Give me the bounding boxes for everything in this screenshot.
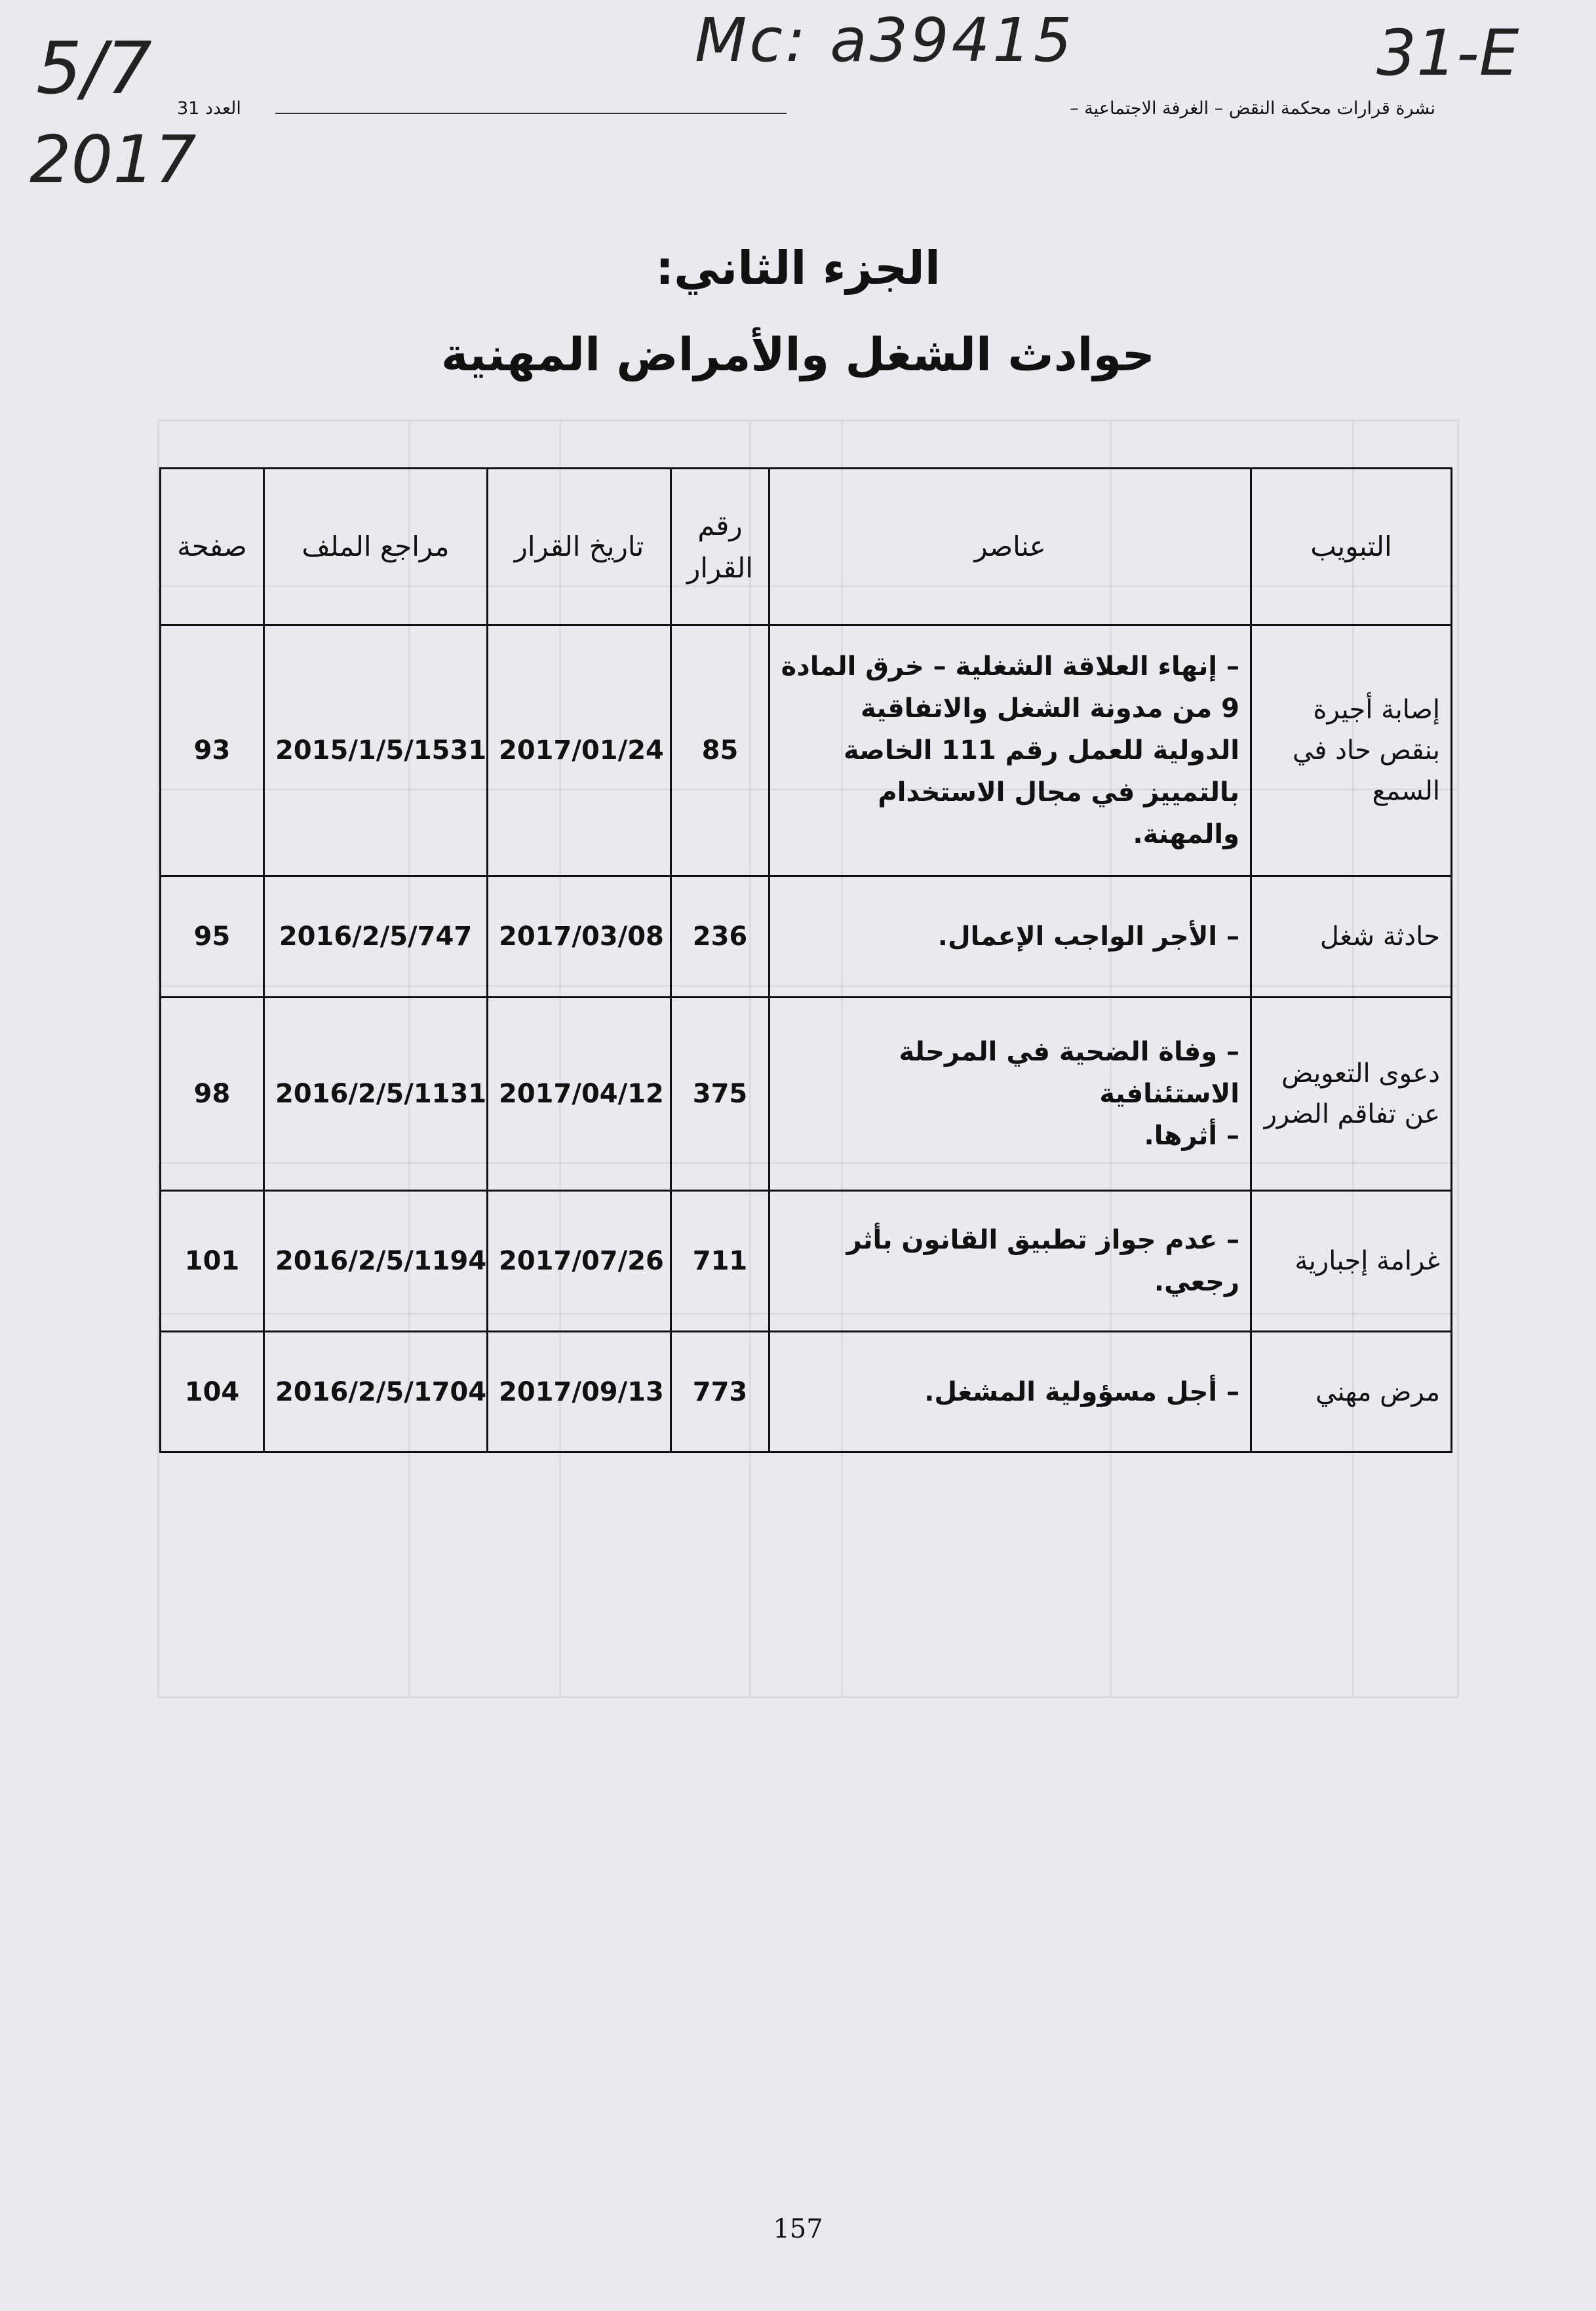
row-classification: حادثة شغل bbox=[1251, 876, 1452, 998]
header-page: صفحة bbox=[161, 469, 264, 625]
row-classification: إصابة أجيرة بنقص حاد في السمع bbox=[1251, 625, 1452, 876]
header-classification: التبويب bbox=[1251, 469, 1452, 625]
row-decision-number: 711 bbox=[671, 1191, 769, 1332]
row-elements bbox=[769, 1191, 1251, 1332]
header-elements: عناصر bbox=[769, 469, 1251, 625]
table-header-row bbox=[161, 469, 1452, 625]
element-line: – عدم جواز تطبيق القانون بأثر رجعي. bbox=[846, 1225, 1239, 1297]
table-row bbox=[161, 998, 1452, 1191]
row-elements bbox=[769, 1332, 1251, 1452]
issue-number: العدد 31 bbox=[177, 98, 241, 119]
row-decision-number: 375 bbox=[671, 998, 769, 1191]
header-rule bbox=[275, 113, 787, 114]
element-line: – إنهاء العلاقة الشغلية – خرق المادة 9 من مدونة الشغل والاتفاقية الدولية للعمل رقم 111 الخاصة بالتمييز في مجال الاستخدام والمهنة. bbox=[781, 651, 1239, 849]
element-line: – أثرها. bbox=[1144, 1121, 1239, 1151]
row-file-reference: 2016/2/5/747 bbox=[264, 876, 488, 998]
row-decision-number: 236 bbox=[671, 876, 769, 998]
row-decision-number: 773 bbox=[671, 1332, 769, 1452]
handwritten-year: 2017 bbox=[29, 121, 197, 198]
row-elements bbox=[769, 625, 1251, 876]
row-decision-date: 2017/03/08 bbox=[488, 876, 671, 998]
header-decision-date: تاريخ القرار bbox=[488, 469, 671, 625]
row-classification: دعوى التعويض عن تفاقم الضرر bbox=[1251, 998, 1452, 1191]
row-file-reference: 2016/2/5/1194 bbox=[264, 1191, 488, 1332]
row-file-reference: 2016/2/5/1131 bbox=[264, 998, 488, 1191]
row-page: 93 bbox=[161, 625, 264, 876]
element-line: – أجل مسؤولية المشغل. bbox=[924, 1376, 1239, 1407]
publication-name: نشرة قرارات محكمة النقض – الغرفة الاجتماعية – bbox=[1070, 98, 1435, 119]
row-decision-date: 2017/04/12 bbox=[488, 998, 671, 1191]
running-header bbox=[177, 98, 1435, 131]
row-file-reference: 2016/2/5/1704 bbox=[264, 1332, 488, 1452]
row-decision-date: 2017/07/26 bbox=[488, 1191, 671, 1332]
row-elements bbox=[769, 998, 1251, 1191]
decisions-table bbox=[159, 467, 1452, 1453]
handwritten-fraction: 5/7 bbox=[36, 26, 153, 110]
row-classification: غرامة إجبارية bbox=[1251, 1191, 1452, 1332]
row-page: 95 bbox=[161, 876, 264, 998]
page-number: 157 bbox=[773, 2214, 823, 2244]
row-decision-date: 2017/09/13 bbox=[488, 1332, 671, 1452]
element-line: – الأجر الواجب الإعمال. bbox=[937, 922, 1239, 952]
header-file-reference: مراجع الملف bbox=[264, 469, 488, 625]
row-page: 101 bbox=[161, 1191, 264, 1332]
table-row bbox=[161, 876, 1452, 998]
table-row bbox=[161, 625, 1452, 876]
row-elements bbox=[769, 876, 1251, 998]
handwritten-reference: Mc: a39415 bbox=[695, 5, 1075, 75]
row-page: 98 bbox=[161, 998, 264, 1191]
table-row bbox=[161, 1191, 1452, 1332]
row-decision-date: 2017/01/24 bbox=[488, 625, 671, 876]
header-decision-number: رقم القرار bbox=[671, 469, 769, 625]
part-title: الجزء الثاني: bbox=[655, 241, 941, 295]
row-classification: مرض مهني bbox=[1251, 1332, 1452, 1452]
row-file-reference: 2015/1/5/1531 bbox=[264, 625, 488, 876]
row-page: 104 bbox=[161, 1332, 264, 1452]
handwritten-corner-number: 31-E bbox=[1376, 16, 1519, 90]
section-title: حوادث الشغل والأمراض المهنية bbox=[441, 328, 1155, 381]
row-decision-number: 85 bbox=[671, 625, 769, 876]
table-row bbox=[161, 1332, 1452, 1452]
element-line: – وفاة الضحية في المرحلة الاستئنافية bbox=[899, 1037, 1239, 1109]
